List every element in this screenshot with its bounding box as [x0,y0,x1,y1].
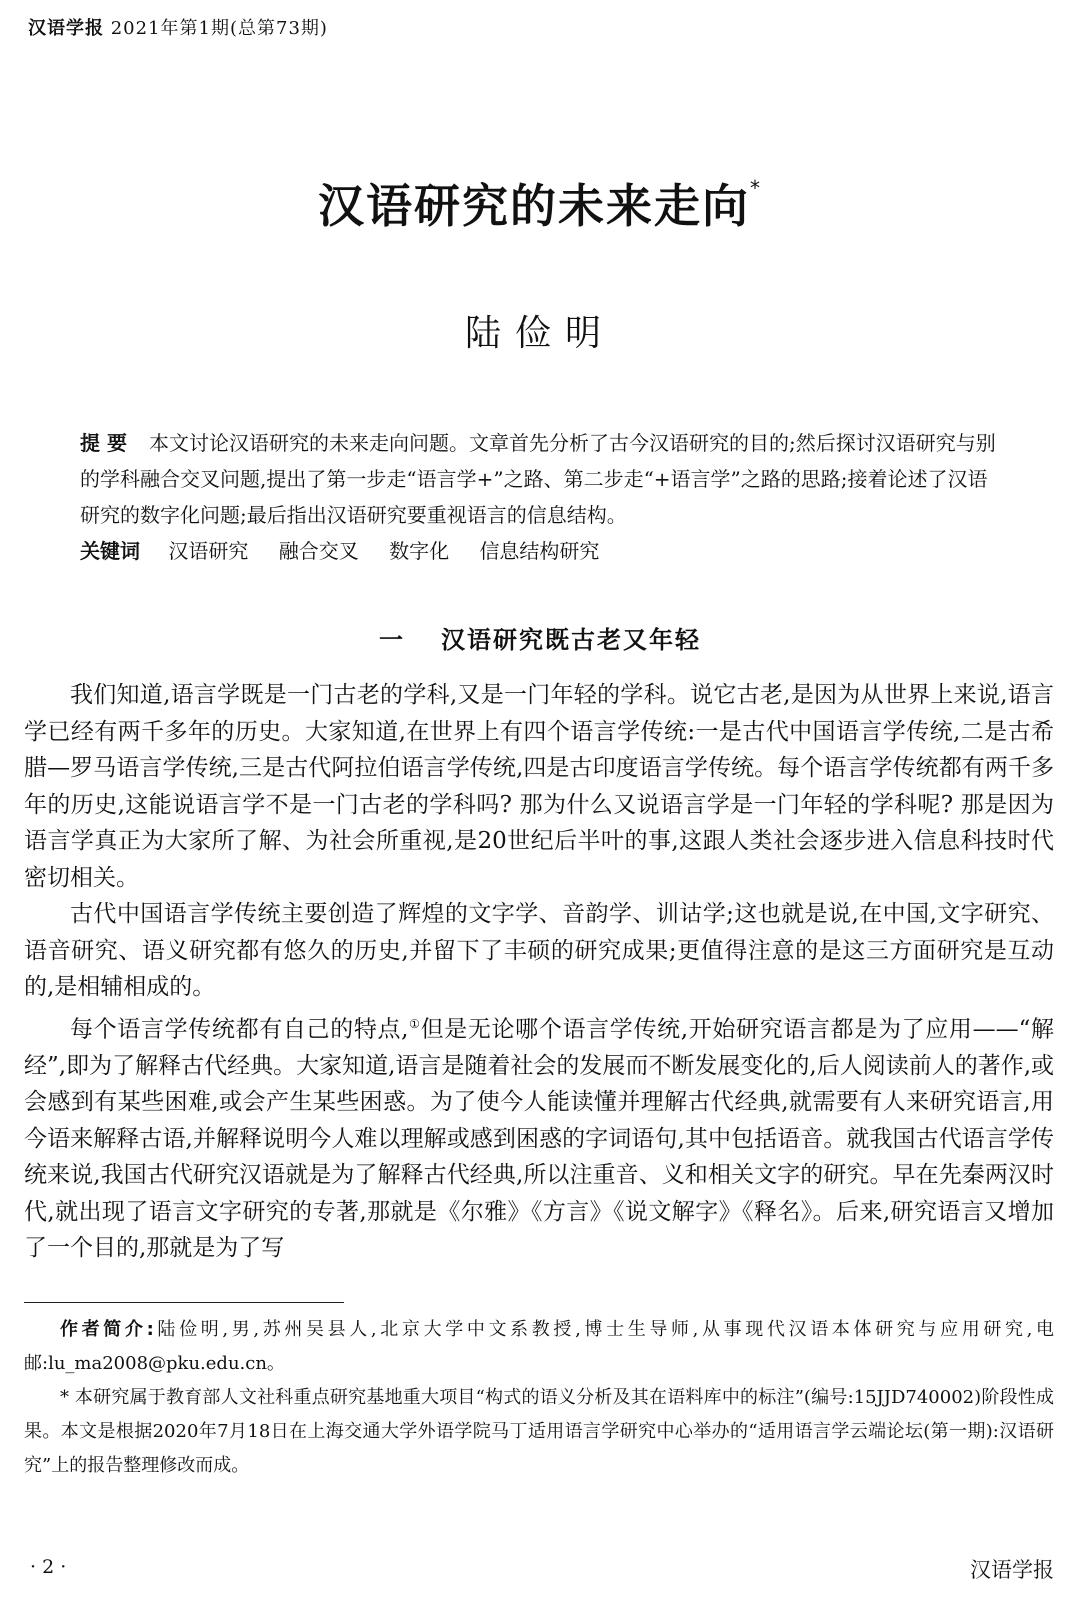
footer-journal-name: 汉语学报 [970,1558,1054,1582]
body-paragraph: 我们知道,语言学既是一门古老的学科,又是一门年轻的学科。说它古老,是因为从世界上来说,语言学已经有两千多年的历史。大家知道,在世界上有四个语言学传统:一是古代中国语言学传统,二是古希腊—罗马语言学传统,三是古代阿拉伯语言学传统,四是古印度语言学传统。每个语言学传统都有两千多年的历史,这能说语言学不是一门古老的学科吗? 那为什么又说语言学是一门年轻的学科呢? 那是因为语言学真正为大家所了解、为社会所重视,是20世纪后半叶的事,这跟人类社会逐步进入信息科技时代密切相关。 [24,682,1054,891]
author-name: 陆俭明 [464,313,615,354]
section-number: 一 [379,626,405,654]
footnotes [24,1313,1054,1483]
keywords [80,533,1002,569]
keyword-item: 数字化 [389,539,450,563]
author-bio-text: 陆俭明,男,苏州吴县人,北京大学中文系教授,博士生导师,从事现代汉语本体研究与应用研究,电邮:lu_ma2008@pku.edu.cn。 [24,1319,1055,1374]
abstract [80,425,1002,533]
keyword-item: 汉语研究 [168,539,249,563]
funding-note: * 本研究属于教育部人文社科重点研究基地重大项目“构式的语义分析及其在语料库中的标注”(编号:15JJD740002)阶段性成果。本文是根据2020年7月18日在上海交通大学外语学院马丁适用语言学研究中心举办的“适用语言学云端论坛(第一期):汉语研究”上的报告整理修改而成。 [24,1387,1054,1476]
keyword-item: 信息结构研究 [479,539,600,563]
article-title [0,170,1080,236]
footnote-divider [24,1302,344,1303]
body-text [24,677,1054,1267]
title-footnote-mark: * [750,176,762,200]
footnote-ref: ① [408,1016,421,1031]
abstract-text: 本文讨论汉语研究的未来走向问题。文章首先分析了古今汉语研究的目的;然后探讨汉语研究与别的学科融合交叉问题,提出了第一步走“语言学+”之路、第二步走“+语言学”之路的思路;接着论述了汉语研究的数字化问题;最后指出汉语研究要重视语言的信息结构。 [80,431,996,527]
page-number: · 2 · [30,1556,67,1578]
author-bio-label: 作者简介: [60,1319,154,1340]
running-header [28,14,328,40]
abstract-label: 提 要 [80,431,127,455]
section-title: 汉语研究既古老又年轻 [441,626,701,654]
body-paragraph: 古代中国语言学传统主要创造了辉煌的文字学、音韵学、训诂学;这也就是说,在中国,文字研究、语音研究、语义研究都有悠久的历史,并留下了丰硕的研究成果;更值得注意的是这三方面研究是互动的,是相辅相成的。 [24,901,1054,1000]
author-bio-note [24,1313,1054,1381]
paragraph-text: 每个语言学传统都有自己的特点, [70,1016,409,1043]
running-header-journal: 汉语学报 [28,18,104,39]
paragraph-text: 但是无论哪个语言学传统,开始研究语言都是为了应用——“解经”,即为了解释古代经典。大家知道,语言是随着社会的发展而不断发展变化的,后人阅读前人的著作,或会感到有某些困难,或会产生某些困惑。为了使今人能读懂并理解古代经典,就需要有人来研究语言,用今语来解释古语,并解释说明今人难以理解或感到困惑的字词语句,其中包括语音。就我国古代语言学传统来说,我国古代研究汉语就是为了解释古代经典,所以注重音、义和相关文字的研究。早在先秦两汉时代,就出现了语言文字研究的专著,那就是《尔雅》《方言》《说文解字》《释名》。后来,研究语言又增加了一个目的,那就是为了写 [24,1016,1055,1262]
running-header-issue: 2021年第1期(总第73期) [110,18,328,39]
section-heading [0,620,1080,655]
keywords-label: 关键词 [80,539,140,563]
keyword-item: 融合交叉 [278,539,359,563]
body-paragraph [24,1006,1054,1267]
article-title-text: 汉语研究的未来走向 [318,179,750,233]
